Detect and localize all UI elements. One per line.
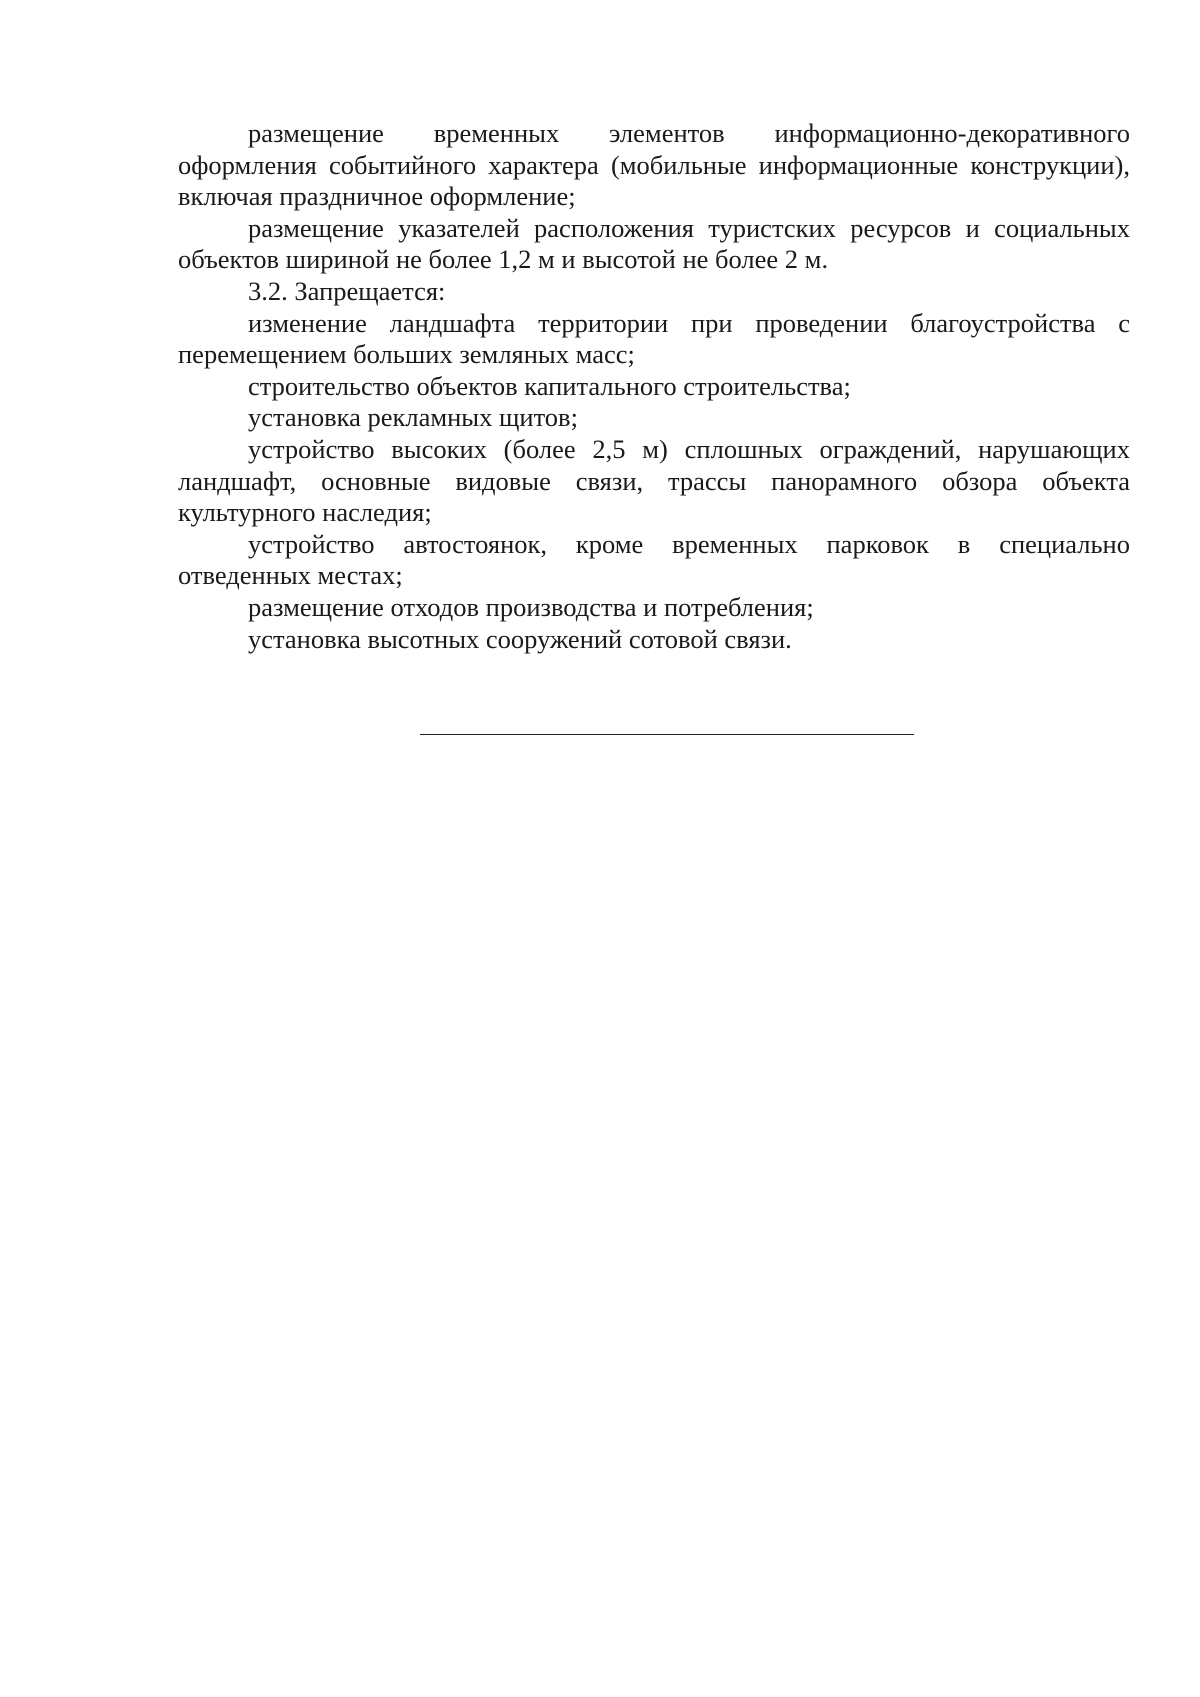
paragraph-landscape-change: изменение ландшафта территории при проведении благоустройства с перемещением больших земляных масс; (178, 307, 1130, 370)
paragraph-temporary-decorations: размещение временных элементов информационно-декоративного оформления событийного характера (мобильные информационные конструкции), включая праздничное оформление; (178, 118, 1130, 212)
end-of-document-rule (420, 734, 914, 735)
paragraph-tourist-signs: размещение указателей расположения туристских ресурсов и социальных объектов шириной не более 1,2 м и высотой не более 2 м. (178, 212, 1130, 275)
paragraph-waste: размещение отходов производства и потребления; (248, 591, 814, 622)
paragraph-parking: устройство автостоянок, кроме временных парковок в специально отведенных местах; (178, 528, 1130, 591)
paragraph-high-fences: устройство высоких (более 2,5 м) сплошных ограждений, нарушающих ландшафт, основные видовые связи, трассы панорамного обзора объекта культурного наследия; (178, 433, 1130, 528)
paragraph-capital-construction: строительство объектов капитального строительства; (248, 370, 851, 401)
section-heading-prohibited: 3.2. Запрещается: (248, 275, 446, 306)
paragraph-billboards: установка рекламных щитов; (248, 402, 578, 433)
document-body (178, 118, 1130, 655)
paragraph-cell-towers: установка высотных сооружений сотовой связи. (248, 623, 792, 654)
